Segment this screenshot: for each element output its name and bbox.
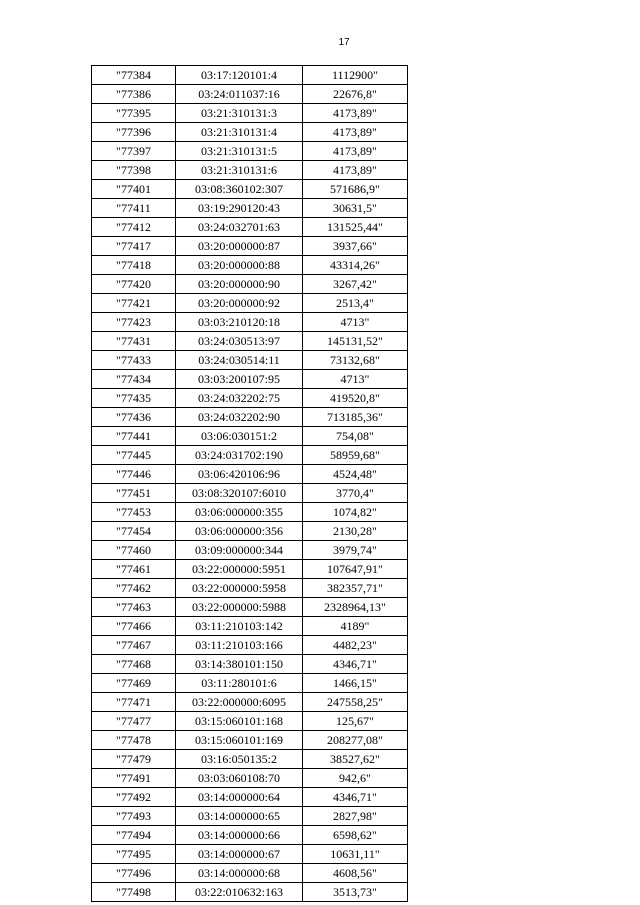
cadastral-number-cell: 03:17:120101:4: [176, 66, 303, 85]
table-row: [92, 655, 408, 674]
value-cell: 4346,71": [303, 655, 408, 674]
value-cell: 247558,25": [303, 693, 408, 712]
cadastral-number-cell: 03:06:030151:2: [176, 427, 303, 446]
cadastral-number-cell: 03:21:310131:3: [176, 104, 303, 123]
value-cell: 1112900": [303, 66, 408, 85]
record-number-cell: "77496: [92, 864, 176, 883]
table-row: [92, 370, 408, 389]
cadastral-number-cell: 03:21:310131:4: [176, 123, 303, 142]
value-cell: 4713": [303, 313, 408, 332]
table-row: [92, 142, 408, 161]
record-number-cell: "77461: [92, 560, 176, 579]
value-cell: 754,08": [303, 427, 408, 446]
value-cell: 2130,28": [303, 522, 408, 541]
cadastral-number-cell: 03:20:000000:92: [176, 294, 303, 313]
table-row: [92, 826, 408, 845]
value-cell: 4482,23": [303, 636, 408, 655]
table-row: [92, 161, 408, 180]
table-row: [92, 712, 408, 731]
cadastral-number-cell: 03:14:000000:67: [176, 845, 303, 864]
record-number-cell: "77395: [92, 104, 176, 123]
record-number-cell: "77397: [92, 142, 176, 161]
record-number-cell: "77431: [92, 332, 176, 351]
cadastral-number-cell: 03:15:060101:168: [176, 712, 303, 731]
cadastral-number-cell: 03:20:000000:90: [176, 275, 303, 294]
table-body: [92, 66, 408, 902]
value-cell: 30631,5": [303, 199, 408, 218]
table-row: [92, 731, 408, 750]
cadastral-number-cell: 03:22:000000:5988: [176, 598, 303, 617]
table-row: [92, 199, 408, 218]
value-cell: 107647,91": [303, 560, 408, 579]
value-cell: 1466,15": [303, 674, 408, 693]
table-row: [92, 598, 408, 617]
table-row: [92, 408, 408, 427]
cadastral-number-cell: 03:22:000000:5958: [176, 579, 303, 598]
cadastral-number-cell: 03:21:310131:5: [176, 142, 303, 161]
value-cell: 10631,11": [303, 845, 408, 864]
table-row: [92, 275, 408, 294]
record-number-cell: "77433: [92, 351, 176, 370]
value-cell: 131525,44": [303, 218, 408, 237]
value-cell: 2513,4": [303, 294, 408, 313]
value-cell: 125,67": [303, 712, 408, 731]
table-row: [92, 66, 408, 85]
table-row: [92, 807, 408, 826]
table-row: [92, 313, 408, 332]
table-row: [92, 446, 408, 465]
record-number-cell: "77491: [92, 769, 176, 788]
record-number-cell: "77454: [92, 522, 176, 541]
table-row: [92, 389, 408, 408]
value-cell: 22676,8": [303, 85, 408, 104]
value-cell: 4173,89": [303, 104, 408, 123]
table-row: [92, 522, 408, 541]
cadastral-number-cell: 03:06:000000:356: [176, 522, 303, 541]
record-number-cell: "77398: [92, 161, 176, 180]
value-cell: 3937,66": [303, 237, 408, 256]
table-row: [92, 617, 408, 636]
cadastral-number-cell: 03:14:380101:150: [176, 655, 303, 674]
record-number-cell: "77434: [92, 370, 176, 389]
record-number-cell: "77418: [92, 256, 176, 275]
table-row: [92, 864, 408, 883]
record-number-cell: "77460: [92, 541, 176, 560]
table-row: [92, 579, 408, 598]
value-cell: 713185,36": [303, 408, 408, 427]
table-row: [92, 256, 408, 275]
table-row: [92, 750, 408, 769]
cadastral-number-cell: 03:22:010632:163: [176, 883, 303, 902]
table-row: [92, 237, 408, 256]
table-row: [92, 218, 408, 237]
record-number-cell: "77420: [92, 275, 176, 294]
record-number-cell: "77468: [92, 655, 176, 674]
value-cell: 1074,82": [303, 503, 408, 522]
record-number-cell: "77435: [92, 389, 176, 408]
record-number-cell: "77411: [92, 199, 176, 218]
table-row: [92, 693, 408, 712]
table-row: [92, 294, 408, 313]
cadastral-number-cell: 03:06:420106:96: [176, 465, 303, 484]
table-row: [92, 484, 408, 503]
record-number-cell: "77477: [92, 712, 176, 731]
value-cell: 4173,89": [303, 142, 408, 161]
value-cell: 571686,9": [303, 180, 408, 199]
cadastral-number-cell: 03:14:000000:65: [176, 807, 303, 826]
table-row: [92, 769, 408, 788]
value-cell: 3979,74": [303, 541, 408, 560]
record-number-cell: "77436: [92, 408, 176, 427]
value-cell: 145131,52": [303, 332, 408, 351]
cadastral-number-cell: 03:03:060108:70: [176, 769, 303, 788]
record-number-cell: "77467: [92, 636, 176, 655]
record-number-cell: "77451: [92, 484, 176, 503]
value-cell: 4173,89": [303, 123, 408, 142]
table-row: [92, 104, 408, 123]
value-cell: 4608,56": [303, 864, 408, 883]
table-row: [92, 427, 408, 446]
value-cell: 3267,42": [303, 275, 408, 294]
value-cell: 419520,8": [303, 389, 408, 408]
cadastral-number-cell: 03:03:200107:95: [176, 370, 303, 389]
value-cell: 6598,62": [303, 826, 408, 845]
record-number-cell: "77401: [92, 180, 176, 199]
table-row: [92, 788, 408, 807]
record-number-cell: "77463: [92, 598, 176, 617]
cadastral-number-cell: 03:22:000000:6095: [176, 693, 303, 712]
cadastral-number-cell: 03:11:280101:6: [176, 674, 303, 693]
record-number-cell: "77494: [92, 826, 176, 845]
cadastral-number-cell: 03:09:000000:344: [176, 541, 303, 560]
value-cell: 4713": [303, 370, 408, 389]
table-row: [92, 883, 408, 902]
table-row: [92, 180, 408, 199]
record-number-cell: "77445: [92, 446, 176, 465]
cadastral-number-cell: 03:24:011037:16: [176, 85, 303, 104]
cadastral-number-cell: 03:14:000000:66: [176, 826, 303, 845]
record-number-cell: "77471: [92, 693, 176, 712]
record-number-cell: "77446: [92, 465, 176, 484]
value-cell: 4173,89": [303, 161, 408, 180]
table-row: [92, 332, 408, 351]
record-number-cell: "77462: [92, 579, 176, 598]
record-number-cell: "77441: [92, 427, 176, 446]
record-number-cell: "77492: [92, 788, 176, 807]
value-cell: 38527,62": [303, 750, 408, 769]
cadastral-number-cell: 03:24:032202:90: [176, 408, 303, 427]
data-table: [91, 65, 408, 902]
record-number-cell: "77453: [92, 503, 176, 522]
value-cell: 43314,26": [303, 256, 408, 275]
cadastral-number-cell: 03:19:290120:43: [176, 199, 303, 218]
record-number-cell: "77386: [92, 85, 176, 104]
value-cell: 942,6": [303, 769, 408, 788]
record-number-cell: "77469: [92, 674, 176, 693]
cadastral-number-cell: 03:16:050135:2: [176, 750, 303, 769]
cadastral-number-cell: 03:08:360102:307: [176, 180, 303, 199]
record-number-cell: "77396: [92, 123, 176, 142]
table-row: [92, 351, 408, 370]
value-cell: 208277,08": [303, 731, 408, 750]
value-cell: 2328964,13": [303, 598, 408, 617]
table-row: [92, 465, 408, 484]
cadastral-number-cell: 03:14:000000:64: [176, 788, 303, 807]
value-cell: 58959,68": [303, 446, 408, 465]
value-cell: 382357,71": [303, 579, 408, 598]
table-row: [92, 541, 408, 560]
record-number-cell: "77478: [92, 731, 176, 750]
cadastral-number-cell: 03:22:000000:5951: [176, 560, 303, 579]
value-cell: 3770,4": [303, 484, 408, 503]
cadastral-number-cell: 03:14:000000:68: [176, 864, 303, 883]
table-row: [92, 674, 408, 693]
record-number-cell: "77498: [92, 883, 176, 902]
record-number-cell: "77421: [92, 294, 176, 313]
cadastral-number-cell: 03:20:000000:87: [176, 237, 303, 256]
table-row: [92, 123, 408, 142]
value-cell: 2827,98": [303, 807, 408, 826]
record-number-cell: "77495: [92, 845, 176, 864]
cadastral-number-cell: 03:11:210103:166: [176, 636, 303, 655]
cadastral-number-cell: 03:03:210120:18: [176, 313, 303, 332]
cadastral-number-cell: 03:24:031702:190: [176, 446, 303, 465]
record-number-cell: "77493: [92, 807, 176, 826]
cadastral-number-cell: 03:08:320107:6010: [176, 484, 303, 503]
record-number-cell: "77479: [92, 750, 176, 769]
cadastral-number-cell: 03:24:030513:97: [176, 332, 303, 351]
cadastral-number-cell: 03:20:000000:88: [176, 256, 303, 275]
value-cell: 73132,68": [303, 351, 408, 370]
value-cell: 4346,71": [303, 788, 408, 807]
value-cell: 4189": [303, 617, 408, 636]
table-row: [92, 85, 408, 104]
value-cell: 4524,48": [303, 465, 408, 484]
page-number: 17: [338, 37, 350, 48]
value-cell: 3513,73": [303, 883, 408, 902]
cadastral-number-cell: 03:06:000000:355: [176, 503, 303, 522]
cadastral-number-cell: 03:21:310131:6: [176, 161, 303, 180]
record-number-cell: "77384: [92, 66, 176, 85]
table-row: [92, 636, 408, 655]
cadastral-number-cell: 03:15:060101:169: [176, 731, 303, 750]
table-row: [92, 845, 408, 864]
table-row: [92, 560, 408, 579]
record-number-cell: "77466: [92, 617, 176, 636]
record-number-cell: "77417: [92, 237, 176, 256]
record-number-cell: "77412: [92, 218, 176, 237]
record-number-cell: "77423: [92, 313, 176, 332]
table-row: [92, 503, 408, 522]
cadastral-number-cell: 03:24:032701:63: [176, 218, 303, 237]
cadastral-number-cell: 03:24:030514:11: [176, 351, 303, 370]
cadastral-number-cell: 03:11:210103:142: [176, 617, 303, 636]
cadastral-number-cell: 03:24:032202:75: [176, 389, 303, 408]
